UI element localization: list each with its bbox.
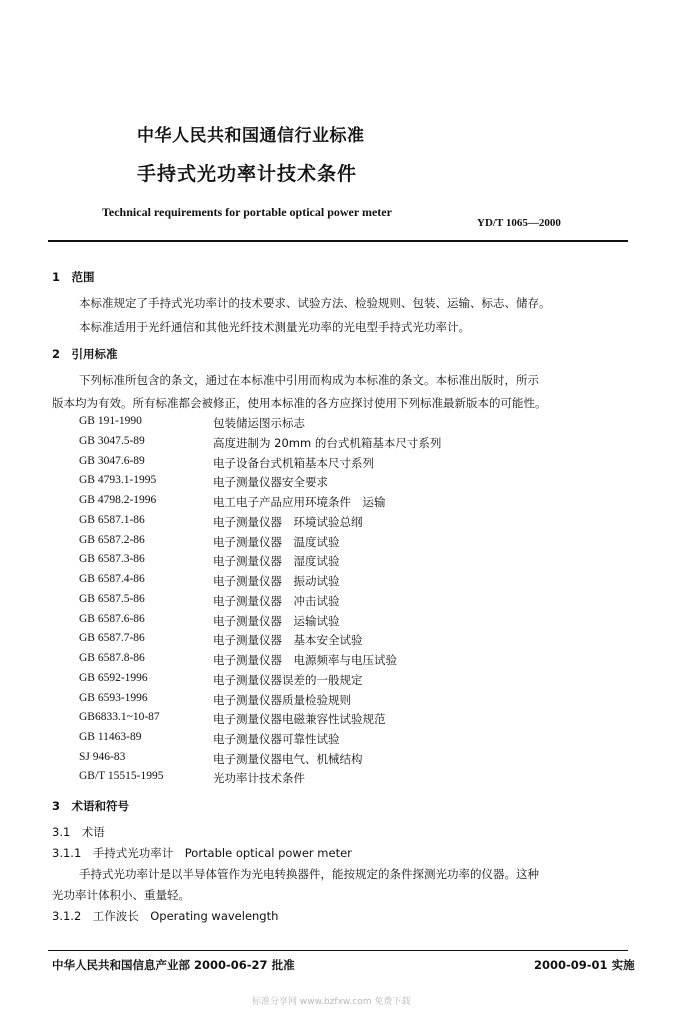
definition-line-1: 手持式光功率计是以半导体管作为光电转换器件，能按规定的条件探测光功率的仪器。这种 [79, 867, 539, 881]
implementation-date: 2000-09-01 实施 [534, 958, 635, 972]
section-1-applicability-text: 本标准适用于光纤通信和其他光纤技术测量光功率的光电型手持式光功率计。 [79, 320, 470, 334]
reference-title: 电子测量仪器误差的一般规定 [213, 673, 363, 687]
reference-title: 电子测量仪器可靠性试验 [213, 732, 340, 746]
reference-title: 包装储运图示标志 [213, 416, 305, 430]
reference-title: 电子测量仪器 电源频率与电压试验 [213, 653, 397, 667]
reference-code: GB6833.1~10-87 [79, 711, 160, 723]
reference-title: 电子测量仪器 振动试验 [213, 574, 340, 588]
section-2-intro-line-1: 下列标准所包含的条文，通过在本标准中引用而构成为本标准的条文。本标准出版时，所示 [79, 373, 539, 387]
reference-code: GB 6593-1996 [79, 692, 148, 704]
reference-title: 高度进制为 20mm 的台式机箱基本尺寸系列 [213, 436, 442, 450]
footer-rule [48, 950, 628, 951]
reference-title: 电工电子产品应用环境条件 运输 [213, 495, 386, 509]
reference-code: GB 6587.7-86 [79, 632, 145, 644]
section-1-heading: 1 范围 [52, 270, 95, 284]
reference-code: GB 6587.2-86 [79, 534, 145, 546]
section-2-intro-line-2: 版本均为有效。所有标准都会被修正，使用本标准的各方应探讨使用下列标准最新版本的可能性。 [52, 396, 547, 410]
standard-code: YD/T 1065—2000 [477, 217, 561, 229]
standard-title-cn: 手持式光功率计技术条件 [137, 163, 358, 185]
reference-code: GB 6587.1-86 [79, 514, 145, 526]
reference-code: GB 6587.4-86 [79, 573, 145, 585]
reference-title: 电子测量仪器 温度试验 [213, 535, 340, 549]
section-3-1-2-term: 3.1.2 工作波长 Operating wavelength [52, 909, 279, 923]
approval-line: 中华人民共和国信息产业部 2000-06-27 批准 [52, 958, 295, 972]
reference-title: 电子测量仪器 环境试验总纲 [213, 515, 363, 529]
reference-title: 电子测量仪器质量检验规则 [213, 693, 351, 707]
section-1-scope-text: 本标准规定了手持式光功率计的技术要求、试验方法、检验规则、包装、运输、标志、储存。 [79, 296, 551, 310]
reference-code: GB 3047.6-89 [79, 455, 145, 467]
section-3-heading: 3 术语和符号 [52, 799, 130, 813]
reference-code: GB 4793.1-1995 [79, 474, 157, 486]
reference-code: GB 191-1990 [79, 415, 142, 427]
reference-title: 光功率计技术条件 [213, 771, 305, 785]
header-rule [48, 240, 628, 242]
reference-code: GB 6592-1996 [79, 672, 148, 684]
reference-title: 电子测量仪器电磁兼容性试验规范 [213, 712, 386, 726]
reference-code: GB 3047.5-89 [79, 435, 145, 447]
watermark: 标准分享网 www.bzfxw.com 免费下载 [252, 997, 411, 1007]
reference-title: 电子测量仪器电气、机械结构 [213, 752, 363, 766]
reference-code: SJ 946-83 [79, 751, 126, 763]
section-3-1-heading: 3.1 术语 [52, 825, 105, 839]
reference-code: GB/T 15515-1995 [79, 770, 164, 782]
standard-org-title: 中华人民共和国通信行业标准 [137, 126, 365, 146]
reference-code: GB 6587.6-86 [79, 613, 145, 625]
reference-code: GB 6587.3-86 [79, 553, 145, 565]
reference-code: GB 6587.5-86 [79, 593, 145, 605]
reference-title: 电子测量仪器 运输试验 [213, 614, 340, 628]
reference-title: 电子测量仪器 湿度试验 [213, 554, 340, 568]
reference-code: GB 6587.8-86 [79, 652, 145, 664]
reference-title: 电子测量仪器安全要求 [213, 475, 328, 489]
standard-title-en: Technical requirements for portable optical power meter [102, 205, 392, 219]
reference-code: GB 4798.2-1996 [79, 494, 157, 506]
section-2-heading: 2 引用标准 [52, 347, 118, 361]
definition-line-2: 光功率计体积小、重量轻。 [52, 888, 190, 902]
reference-title: 电子测量仪器 冲击试验 [213, 594, 340, 608]
reference-title: 电子测量仪器 基本安全试验 [213, 633, 363, 647]
reference-title: 电子设备台式机箱基本尺寸系列 [213, 456, 374, 470]
reference-code: GB 11463-89 [79, 731, 142, 743]
section-3-1-1-term: 3.1.1 手持式光功率计 Portable optical power meter [52, 846, 352, 860]
